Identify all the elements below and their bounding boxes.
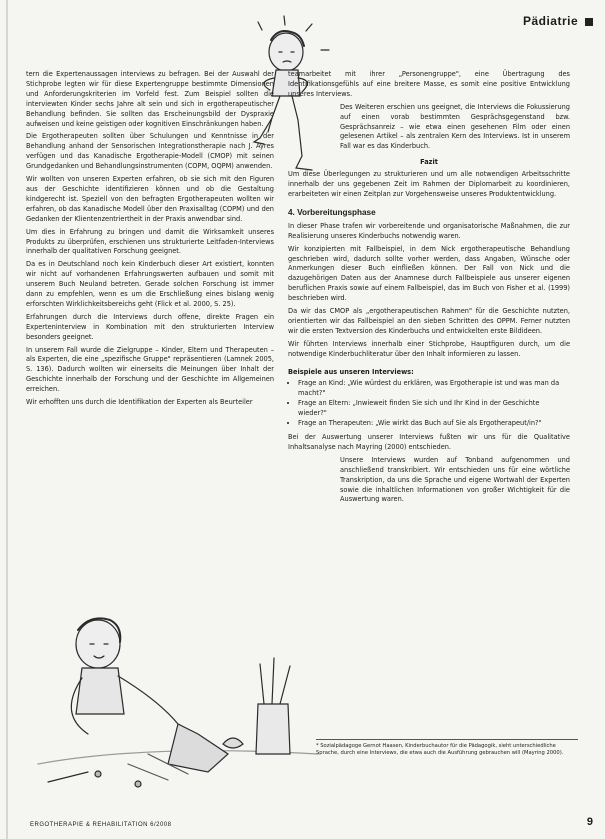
left-column	[26, 70, 274, 411]
boy-painting-illustration	[28, 604, 328, 809]
left-paragraph-3: Wir wollten von unseren Experten erfahren, ob sie sich mit den Figuren aus der Geschichte identifizieren können und ob die Gestaltung kindgerecht ist. Speziell von den befragten Ergotherapeuten wollten wir erfahren, ob das Kanadische Modell über den Praxisalltag (COPM) und den Gedanken der Klientenzentriertheit in der Praxis anwendbar sind.	[26, 175, 274, 223]
left-paragraph-5: Da es in Deutschland noch kein Kinderbuch dieser Art existiert, konnten wir nicht auf vorhandenen Erfahrungswerten aufbauen und somit mit unserem Buch Neuland betreten. Gerade solchen Forschung ist immer dann zu empfehlen, wenn es um die Erschließung eines bislang wenig erforschten Wirklichkeitsbereichs geht (Flick et al. 2000, S. 25).	[26, 260, 274, 308]
closing-indented-paragraph: Unsere Interviews wurden auf Tonband aufgenommen und anschließend transkribiert. Wir entschieden uns für eine wörtliche Transkription, da uns die Sprache und eigene Wortwahl der Experten sowie die inhaltlichen Informationen von großer Wichtigkeit für die Auswertung waren.	[340, 455, 570, 504]
left-paragraph-2: Die Ergotherapeuten sollten über Schulungen und Kenntnisse in der Behandlung anhand der Sensorischen Integrationstherapie nach J. Ayres verfügen und das Kanadische Ergotherapie-Modell (CMOP) mit seinen Grundgedanken und Behandlungsinstrumenten (COPM, OQPM) anwenden.	[26, 132, 274, 171]
left-paragraph-4: Um dies in Erfahrung zu bringen und damit die Wirksamkeit unseres Produkts zu überprüfen, erschienen uns strukturierte Leitfaden-Interviews innerhalb der qualitativen Forschung geeignet.	[26, 227, 274, 256]
section-heading: 4. Vorbereitungsphase	[288, 207, 376, 217]
examples-list	[288, 379, 570, 429]
right-paragraph-top: teamarbeitet mit ihrer „Personengruppe", eine Übertragung des Identifikationsgefühls auf eine breitere Masse, es somit eine positive Entwicklung unseres Interviews.	[288, 70, 570, 98]
right-column	[288, 70, 570, 508]
footnote: * Sozialpädagoge Gernot Haasen, Kinderbuchautor für die Pädagogik, sieht unterschiedliche Sprache, durch eine Interviews, die etwa auch die Ausführung gebrauchen will (Mayring 2000).	[316, 739, 578, 757]
fazit-text: Um diese Überlegungen zu strukturieren und um alle notwendigen Arbeitsschritte innerhalb der uns gegebenen Zeit im Rahmen der Diplomarbeit zu koordinieren, erarbeiteten wir einen Zeitplan zur Vorgehensweise unseres Produktentwicklung.	[288, 170, 570, 198]
list-item: • Frage an Therapeuten: „Wie wirkt das Buch auf Sie als Ergotherapeut/in?"	[298, 419, 570, 429]
right-indented-paragraph: Des Weiteren erschien uns geeignet, die Interviews die Fokussierung auf einen vorab bestimmten Gesprächsgegenstand bzw. Gesprächsanreiz – wie etwa einen gesehenen Film oder einen gelesenen Artikel – als zentralen Kern des Interviews. Ist in unserem Fall war es das Kinderbuch.	[340, 102, 570, 151]
left-paragraph-8: Wir erhofften uns durch die Identifikation der Experten als Beurteiler	[26, 398, 253, 407]
list-item: • Frage an Kind: „Wie würdest du erklären, was Ergotherapie ist und was man da macht?"	[298, 379, 570, 399]
left-paragraph-6: Erfahrungen durch die Interviews durch offene, direkte Fragen ein Experteninterview in Kombination mit den strukturierten Interview besonders geeignet.	[26, 312, 274, 341]
page-gutter	[6, 0, 8, 839]
fazit-label: Fazit	[420, 158, 438, 167]
examples-heading: Beispiele aus unseren Interviews:	[288, 367, 414, 376]
section-paragraph-2: Wir konzipierten mit Fallbeispiel, in dem Nick ergotherapeutische Behandlung geschrieben wird, dadurch sollte vorher werden, dass Angaben, Wünsche oder Anmerkungen dieser Buch einfließen können. Der Fall von Nick und die dazugehörigen Daten aus der Anamnese durch Fallbeispiele aus unserer eigenen beruflichen Praxis sowie auf einem Fallbeispiel, das im Buch von Fisher et al. (1999) beschrieben wird.	[288, 244, 570, 303]
section-paragraph-4: Wir führten Interviews innerhalb einer Stichprobe, Hauptfiguren durch, um die notwendige Kinderbuchliteratur über den Inhalt informieren zu lassen.	[288, 339, 570, 358]
left-paragraph-1: tern die Expertenaussagen interviews zu befragen. Bei der Auswahl der Stichprobe legten wir für diese Expertengruppe bestimmte Dimensionen und Anforderungskriterien im Vorfeld fest. Zum Beispiel sollten die interviewten Kinder sechs Jahre alt sein und sich in ergotherapeutischer Behandlung befinden. Sie sollten das Erscheinungsbild der Dyspraxie aufweisen und keine geistigen oder kognitiven Einschränkungen haben.	[26, 70, 274, 128]
left-paragraph-7: In unserem Fall wurde die Zielgruppe – Kinder, Eltern und Therapeuten – als Experten, die eine „spezifische Gruppe" repräsentieren (Lamnek 2005, S. 136). Dadurch wollten wir einerseits die Meinungen über Inhalt der Geschichte innerhalb der Forschung und der Geschichte im Allgemeinen erreichen.	[26, 345, 274, 394]
journal-footer: ERGOTHERAPIE & REHABILITATION 6/2008	[30, 822, 172, 828]
section-label: Pädiatrie	[522, 14, 579, 28]
closing-paragraph: Bei der Auswertung unserer Interviews fußten wir uns für die Qualitative Inhaltsanalyse nach Mayring (2000) entschieden.	[288, 433, 570, 451]
section-header	[523, 14, 593, 28]
list-item: • Frage an Eltern: „Inwieweit finden Sie sich und Ihr Kind in der Geschichte wieder?"	[298, 399, 570, 419]
page-number: 9	[586, 816, 593, 828]
section-marker-icon	[585, 18, 593, 26]
section-paragraph-1: In dieser Phase trafen wir vorbereitende und organisatorische Maßnahmen, die zur Realisierung unseres Kinderbuchs notwendig waren.	[288, 221, 570, 240]
section-paragraph-3: Da wir das CMOP als „ergotherapeutischen Rahmen" für die Geschichte nutzten, orientierten wir das Fallbeispiel an den sieben Schritten des OPPM. Ferner nutzten wir die ersten Textversion des Kinderbuchs und entwickelten erste Bildideen.	[288, 307, 570, 335]
